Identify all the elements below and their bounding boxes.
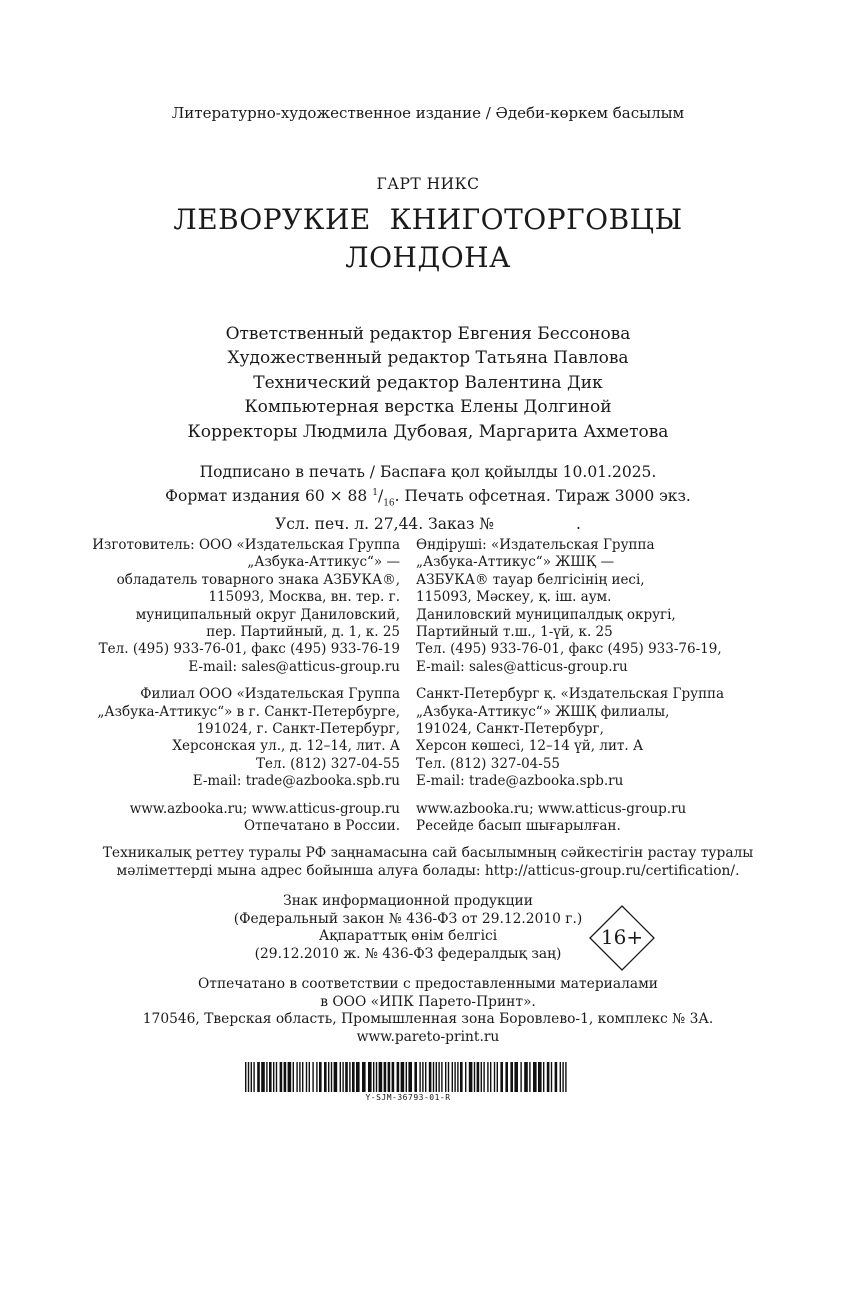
branch-ru-line: Херсонская ул., д. 12–14, лит. А <box>172 738 400 755</box>
age-rating-text: 16+ <box>600 925 644 949</box>
web-ru-line: Отпечатано в России. <box>244 818 400 835</box>
branch-kz <box>416 686 746 790</box>
branch-kz-line: E-mail: trade@azbooka.spb.ru <box>416 773 624 790</box>
barcode-bar <box>312 1062 313 1092</box>
barcode-bar <box>441 1062 442 1092</box>
branch-kz-line: 191024, Санкт-Петербург, <box>416 721 604 738</box>
info-sign-line: Знак информационной продукции <box>283 893 533 909</box>
barcode-bar <box>368 1062 372 1092</box>
manufacturer-kz <box>416 537 746 676</box>
barcode-bar <box>349 1062 350 1092</box>
barcode-bar <box>373 1062 374 1092</box>
barcode-bar <box>356 1062 360 1092</box>
certification-line: Техникалық реттеу туралы РФ заңнамасына сай басылымның сәйкестігін растау туралы <box>102 845 754 861</box>
barcode-bar <box>280 1062 283 1092</box>
barcode-bar <box>334 1062 338 1092</box>
barcode-bar <box>547 1062 550 1092</box>
imprint-column-ru <box>70 537 400 846</box>
barcode-bar <box>319 1062 322 1092</box>
branch-ru-line: Филиал ООО «Издательская Группа <box>140 686 400 703</box>
barcode-bar <box>487 1062 488 1092</box>
barcode-bar <box>494 1062 495 1092</box>
manufacturer-ru-line: 115093, Москва, вн. тер. г. <box>208 589 400 606</box>
manufacturer-ru-line: пер. Партийный, д. 1, к. 25 <box>206 624 400 641</box>
barcode-bar <box>538 1062 542 1092</box>
barcode-bar <box>392 1062 395 1092</box>
barcode-bar <box>362 1062 366 1092</box>
book-title-line: ЛЕВОРУКИЕ КНИГОТОРГОВЦЫ <box>173 203 683 236</box>
barcode-bar <box>266 1062 267 1092</box>
book-title <box>0 201 856 277</box>
barcode-bar <box>379 1062 383 1092</box>
format-slash: / <box>377 487 384 506</box>
barcode-bar <box>477 1062 480 1092</box>
barcode-bar <box>273 1062 274 1092</box>
barcode-bar <box>414 1062 417 1092</box>
printer-line: 170546, Тверская область, Промышленная зона Боровлево-1, комплекс № 3А. <box>142 1011 714 1028</box>
branch-kz-line: Санкт-Петербург қ. «Издательская Группа <box>416 686 725 703</box>
web-kz-line: Ресейде басып шығарылған. <box>416 818 621 835</box>
manufacturer-kz-line: Даниловский муниципалдық округі, <box>416 606 676 623</box>
barcode-bar <box>562 1062 563 1092</box>
manufacturer-ru-line: Тел. (495) 933-76-01, факс (495) 933-76-19 <box>98 641 400 658</box>
web-kz-line: www.azbooka.ru; www.atticus-group.ru <box>416 800 687 817</box>
barcode-bar <box>397 1062 400 1092</box>
barcode-bar <box>505 1062 508 1092</box>
barcode-bar <box>352 1062 355 1092</box>
printer-line: Отпечатано в соответствии с предоставленными материалами <box>198 976 658 992</box>
barcode-bar <box>384 1062 387 1092</box>
barcode-bar <box>302 1062 303 1092</box>
barcode-bar <box>425 1062 426 1092</box>
printer-info <box>0 976 856 1046</box>
barcode-bar <box>481 1062 482 1092</box>
barcode-bar <box>533 1062 537 1092</box>
branch-kz-line: Херсон көшесі, 12–14 үй, лит. А <box>416 738 644 755</box>
branch-kz-line: Тел. (812) 327-04-55 <box>416 755 560 772</box>
barcode-bar <box>419 1062 420 1092</box>
manufacturer-kz-line: Өндіруші: «Издательская Группа <box>416 537 655 553</box>
barcode-bar <box>345 1062 348 1092</box>
certification-line: мәліметтерді мына адрес бойынша алуға болады: http://atticus-group.ru/certification/. <box>116 863 740 879</box>
barcode-bar <box>448 1062 449 1092</box>
barcode <box>243 1062 573 1092</box>
barcode-bar <box>284 1062 287 1092</box>
credit-line: Корректоры Людмила Дубовая, Маргарита Ахметова <box>187 421 669 442</box>
barcode-bar <box>316 1062 317 1092</box>
barcode-bar <box>560 1062 561 1092</box>
manufacturer-ru-line: обладатель товарного знака АЗБУКА®, <box>116 571 400 588</box>
credit-line: Ответственный редактор Евгения Бессонова <box>225 324 631 344</box>
barcode-bar <box>324 1062 327 1092</box>
imprint-column-kz <box>416 537 746 846</box>
manufacturer-kz-line: Партийный т.ш., 1-үй, к. 25 <box>416 624 613 641</box>
barcode-bar <box>457 1062 458 1092</box>
web-kz <box>416 801 746 836</box>
branch-kz-line: „Азбука-Аттикус“» ЖШҚ филиалы, <box>416 703 670 720</box>
barcode-bar <box>551 1062 552 1092</box>
manufacturer-ru-line: Изготовитель: ООО «Издательская Группа <box>92 537 400 553</box>
barcode-bar <box>520 1062 521 1092</box>
credit-line: Художественный редактор Татьяна Павлова <box>227 348 629 369</box>
manufacturer-kz-line: 115093, Мәскеу, қ. іш. аум. <box>416 589 612 606</box>
print-info <box>0 462 856 535</box>
barcode-bar <box>306 1062 307 1092</box>
barcode-bar <box>438 1062 439 1092</box>
barcode-bar <box>433 1062 434 1092</box>
barcode-bar <box>340 1062 341 1092</box>
info-sign-line: Ақпараттық өнім белгісі <box>318 928 498 945</box>
barcode-bar <box>445 1062 446 1092</box>
barcode-bar <box>293 1062 294 1092</box>
barcode-bar <box>253 1062 254 1092</box>
format-line <box>0 483 856 514</box>
author-name: ГАРТ НИКС <box>376 175 480 193</box>
barcode-bar <box>490 1062 491 1092</box>
barcode-bar <box>524 1062 528 1092</box>
barcode-bar <box>474 1062 475 1092</box>
manufacturer-ru-line: муниципальный округ Даниловский, <box>135 606 400 623</box>
credit-line: Технический редактор Валентина Дик <box>253 372 603 393</box>
barcode-bar <box>276 1062 277 1092</box>
certification-note <box>0 844 856 880</box>
manufacturer-kz-line: Тел. (495) 933-76-01, факс (495) 933-76-19, <box>416 641 722 658</box>
barcode-bar <box>251 1062 252 1092</box>
genre-line: Литературно-художественное издание / Әдеби-көркем басылым <box>171 104 685 122</box>
branch-ru-line: Тел. (812) 327-04-55 <box>256 755 400 772</box>
barcode-bar <box>510 1062 513 1092</box>
manufacturer-ru-line: „Азбука-Аттикус“» — <box>247 554 400 571</box>
barcode-bar <box>331 1062 332 1092</box>
info-sign-text <box>200 893 616 963</box>
printer-line: в ООО «ИПК Парето-Принт». <box>320 993 536 1010</box>
barcode-bar <box>454 1062 455 1092</box>
format-denominator: 16 <box>383 498 395 509</box>
book-title-line: ЛОНДОНА <box>345 241 511 274</box>
web-ru <box>70 801 400 836</box>
barcode-bar <box>460 1062 463 1092</box>
branch-ru <box>70 686 400 790</box>
barcode-bar <box>309 1062 310 1092</box>
barcode-label: Y-SJM-36793-01-R <box>365 1093 451 1102</box>
barcode-bar <box>483 1062 484 1092</box>
barcode-bar <box>422 1062 423 1092</box>
info-sign-line: (Федеральный закон № 436-ФЗ от 29.12.2010 г.) <box>233 910 583 927</box>
branch-ru-line: „Азбука-Аттикус“» в г. Санкт-Петербурге, <box>97 703 400 720</box>
barcode-bar <box>299 1062 300 1092</box>
manufacturer-kz-line: АЗБУКА® тауар белгісінің иесі, <box>416 571 645 588</box>
barcode-bar <box>388 1062 391 1092</box>
barcode-bar <box>497 1062 498 1092</box>
printer-line: www.pareto-print.ru <box>356 1028 500 1045</box>
barcode-bar <box>401 1062 405 1092</box>
web-ru-line: www.azbooka.ru; www.atticus-group.ru <box>129 800 400 817</box>
barcode-bar <box>406 1062 407 1092</box>
barcode-bar <box>500 1062 503 1092</box>
barcode-bar <box>376 1062 377 1092</box>
branch-ru-line: 191024, г. Санкт-Петербург, <box>196 721 400 738</box>
barcode-bar <box>296 1062 297 1092</box>
order-end: . <box>576 515 581 534</box>
barcode-bar <box>514 1062 518 1092</box>
barcode-bar <box>245 1062 246 1092</box>
barcode-bar <box>257 1062 260 1092</box>
barcode-bar <box>529 1062 530 1092</box>
format-suffix: . Печать офсетная. Тираж 3000 экз. <box>394 487 691 506</box>
barcode-bar <box>328 1062 329 1092</box>
barcode-bar <box>565 1062 566 1092</box>
manufacturer-kz-line: „Азбука-Аттикус“» ЖШҚ — <box>416 554 615 571</box>
barcode-bar <box>436 1062 437 1092</box>
barcode-bar <box>269 1062 272 1092</box>
barcode-bar <box>469 1062 473 1092</box>
barcode-bar <box>248 1062 249 1092</box>
barcode-bar <box>429 1062 432 1092</box>
age-rating-badge <box>589 905 655 971</box>
barcode-bar <box>465 1062 466 1092</box>
info-sign-line: (29.12.2010 ж. № 436-ФЗ федералдық заң) <box>254 945 562 962</box>
order-text: Усл. печ. л. 27,44. Заказ № <box>275 515 495 534</box>
credits-block <box>0 322 856 444</box>
barcode-bar <box>342 1062 343 1092</box>
format-numerator: 1 <box>372 488 378 498</box>
branch-ru-line: E-mail: trade@azbooka.spb.ru <box>192 773 400 790</box>
barcode-bar <box>543 1062 544 1092</box>
order-line <box>0 514 856 535</box>
signed-date-line: Подписано в печать / Баспаға қол қойылды 10.01.2025. <box>199 463 657 481</box>
manufacturer-kz-line: E-mail: sales@atticus-group.ru <box>416 658 628 675</box>
manufacturer-ru-line: E-mail: sales@atticus-group.ru <box>188 658 400 675</box>
barcode-bar <box>261 1062 265 1092</box>
barcode-bar <box>555 1062 558 1092</box>
credit-line: Компьютерная верстка Елены Долгиной <box>244 397 612 418</box>
manufacturer-ru <box>70 537 400 676</box>
format-prefix: Формат издания 60 × 88 <box>165 487 373 506</box>
barcode-bar <box>288 1062 292 1092</box>
barcode-bar <box>452 1062 453 1092</box>
barcode-bar <box>408 1062 412 1092</box>
